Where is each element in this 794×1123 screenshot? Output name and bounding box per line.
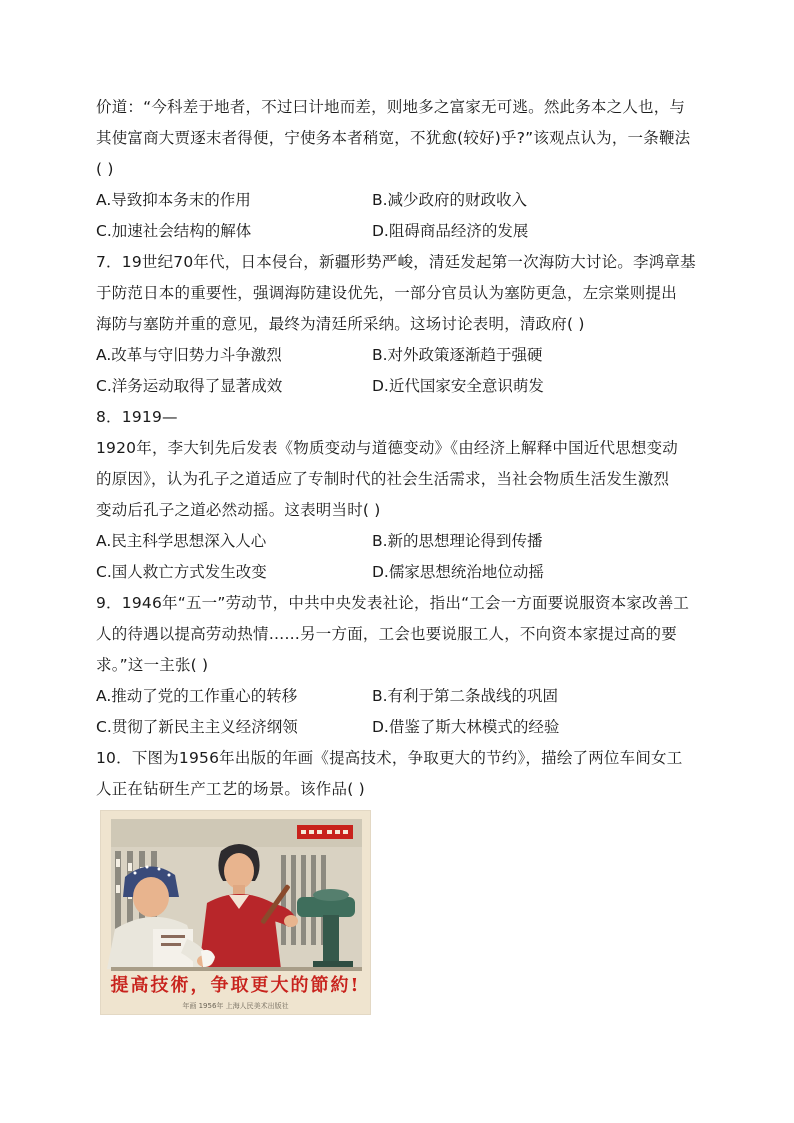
option-b[interactable]: B.对外政策逐渐趋于强硬 xyxy=(372,346,543,364)
option-d[interactable]: D.儒家思想统治地位动摇 xyxy=(372,563,544,581)
option-c[interactable]: C.加速社会结构的解体 xyxy=(96,222,252,240)
poster-caption: 年画 1956年 上海人民美术出版社 xyxy=(182,1002,289,1010)
question-10-stem-line: 人正在钻研生产工艺的场景。该作品( ) xyxy=(96,780,365,798)
question-6-options-row xyxy=(96,185,700,216)
question-7-options-row xyxy=(96,371,700,402)
exam-page xyxy=(96,92,700,805)
question-7-stem-line: 海防与塞防并重的意见，最终为清廷所采纳。这场讨论表明，清政府( ) xyxy=(96,315,585,333)
question-8-stem-line: 8．1919— xyxy=(96,408,178,426)
poster-slogan: 提高技術，争取更大的節約! xyxy=(110,975,361,996)
question-6 xyxy=(96,92,700,247)
question-6-stem-line: 价道：“今科差于地者，不过曰计地而差，则地多之富家无可逃。然此务本之人也，与 xyxy=(96,98,686,116)
question-9-options-row xyxy=(96,681,700,712)
question-8-stem-line: 变动后孔子之道必然动摇。这表明当时( ) xyxy=(96,501,381,519)
question-6-options-row xyxy=(96,216,700,247)
question-8-stem-line: 1920年，李大钊先后发表《物质变动与道德变动》《由经济上解释中国近代思想变动 xyxy=(96,439,678,457)
option-d[interactable]: D.阻碍商品经济的发展 xyxy=(372,222,529,240)
question-9-stem-line: 求。”这一主张( ) xyxy=(96,656,209,674)
question-7-options-row xyxy=(96,340,700,371)
question-8-options-row xyxy=(96,557,700,588)
option-a[interactable]: A.民主科学思想深入人心 xyxy=(96,532,267,550)
question-7 xyxy=(96,247,700,402)
poster-image xyxy=(100,810,371,1015)
question-8-options-row xyxy=(96,526,700,557)
option-c[interactable]: C.国人救亡方式发生改变 xyxy=(96,563,267,581)
question-10-stem-line: 10．下图为1956年出版的年画《提高技术，争取更大的节约》，描绘了两位车间女工 xyxy=(96,749,683,767)
question-9-stem-line: 9．1946年“五一”劳动节，中共中央发表社论，指出“工会一方面要说服资本家改善工 xyxy=(96,594,690,612)
question-8-stem-line: 的原因》，认为孔子之道适应了专制时代的社会生活需求，当社会物质生活发生激烈 xyxy=(96,470,670,488)
option-b[interactable]: B.减少政府的财政收入 xyxy=(372,191,528,209)
question-8 xyxy=(96,402,700,588)
option-c[interactable]: C.贯彻了新民主主义经济纲领 xyxy=(96,718,298,736)
option-d[interactable]: D.近代国家安全意识萌发 xyxy=(372,377,544,395)
question-6-stem-line: ( ) xyxy=(96,160,114,178)
option-a[interactable]: A.导致抑本务末的作用 xyxy=(96,191,251,209)
option-c[interactable]: C.洋务运动取得了显著成效 xyxy=(96,377,283,395)
question-6-stem-line: 其使富商大贾逐末者得便，宁使务本者稍宽，不犹愈(较好)乎?”该观点认为，一条鞭法 xyxy=(96,129,691,147)
option-a[interactable]: A.推动了党的工作重心的转移 xyxy=(96,687,298,705)
question-9 xyxy=(96,588,700,743)
option-d[interactable]: D.借鉴了斯大林模式的经验 xyxy=(372,718,560,736)
question-7-stem-line: 于防范日本的重要性，强调海防建设优先，一部分官员认为塞防更急，左宗棠则提出 xyxy=(96,284,677,302)
option-a[interactable]: A.改革与守旧势力斗争激烈 xyxy=(96,346,282,364)
question-9-options-row xyxy=(96,712,700,743)
question-9-stem-line: 人的待遇以提高劳动热情……另一方面，工会也要说服工人，不向资本家提过高的要 xyxy=(96,625,677,643)
question-10 xyxy=(96,743,700,805)
option-b[interactable]: B.有利于第二条战线的巩固 xyxy=(372,687,559,705)
option-b[interactable]: B.新的思想理论得到传播 xyxy=(372,532,543,550)
question-7-stem-line: 7．19世纪70年代，日本侵台，新疆形势严峻，清廷发起第一次海防大讨论。李鸿章基 xyxy=(96,253,696,271)
